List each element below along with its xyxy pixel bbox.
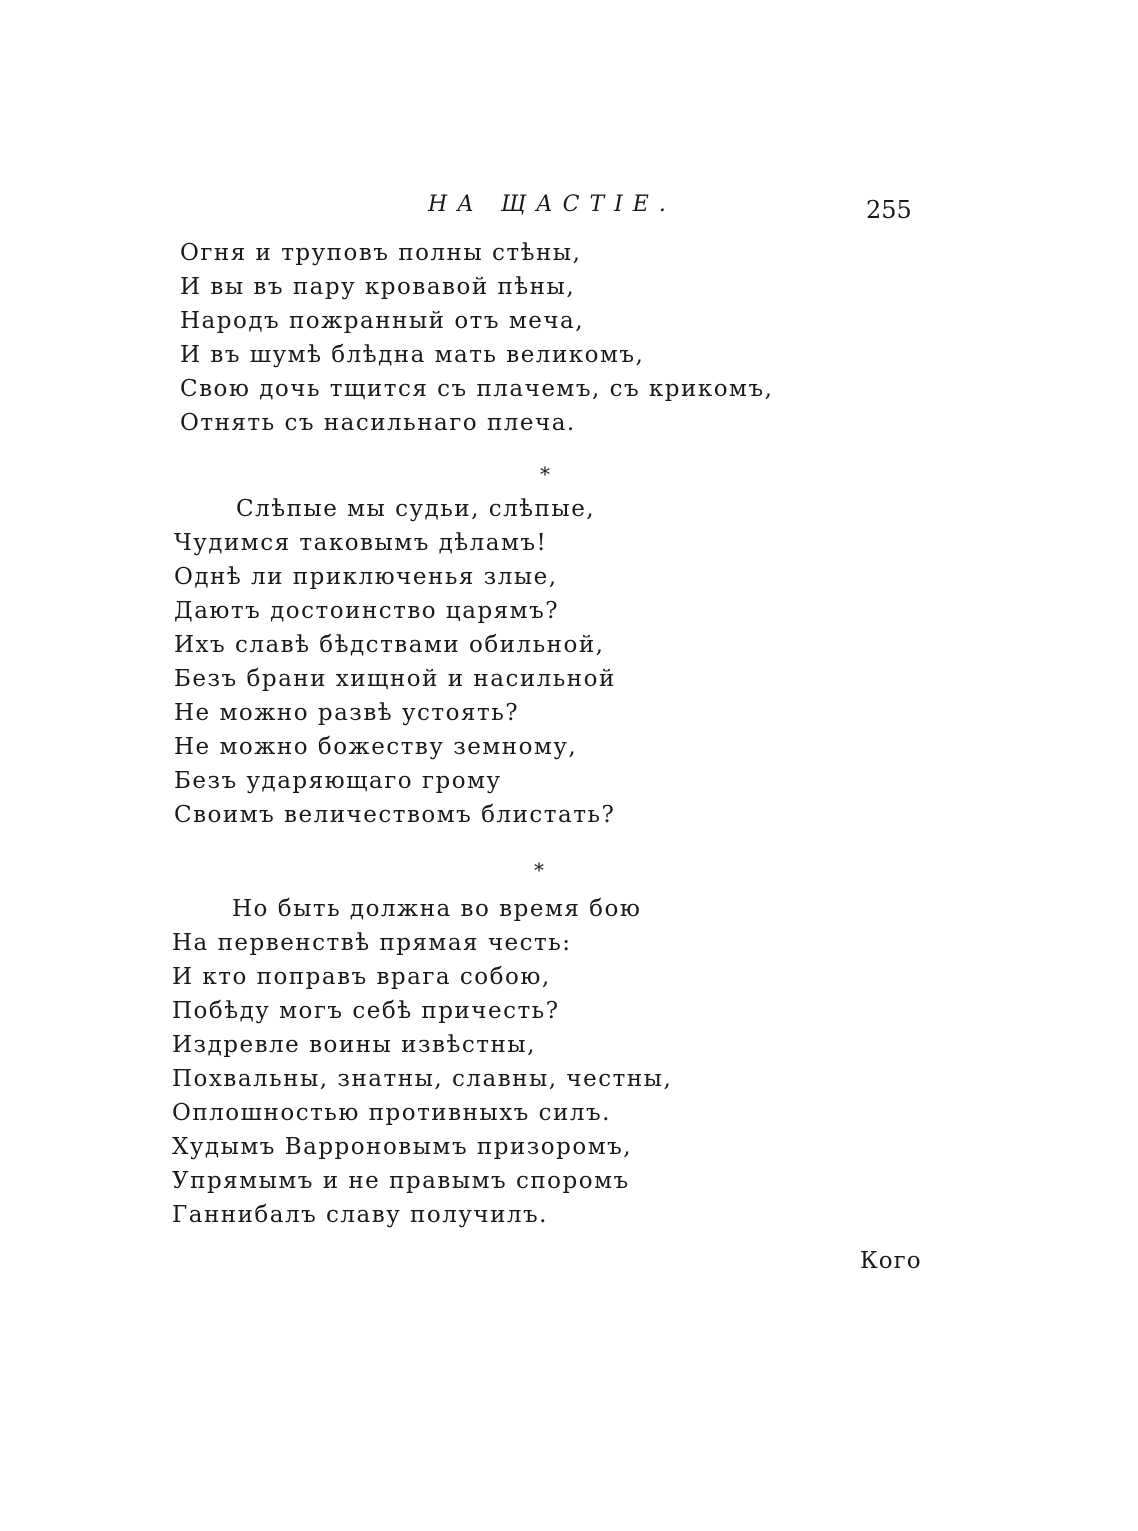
verse-line: Побѣду могъ себѣ причесть? xyxy=(172,998,560,1024)
asterism-divider: * xyxy=(540,462,550,486)
stanza-1 xyxy=(180,236,773,440)
running-head: НА ЩАСТІЕ. xyxy=(428,192,676,217)
verse-line: Однѣ ли приключенья злые, xyxy=(174,564,558,590)
verse-line: Народъ пожранный отъ меча, xyxy=(180,308,585,334)
verse-line: Худымъ Варроновымъ призоромъ, xyxy=(172,1134,633,1160)
verse-line: Чудимся таковымъ дѣламъ! xyxy=(174,530,548,556)
verse-line: Своимъ величествомъ блистать? xyxy=(174,802,616,828)
catchword: Кого xyxy=(860,1248,922,1274)
verse-line: И кто поправъ врага собою, xyxy=(172,964,551,990)
verse-line: Свою дочь тщится съ плачемъ, съ крикомъ, xyxy=(180,376,774,402)
verse-line: Не можно развѣ устоять? xyxy=(174,700,520,726)
verse-line: Издревле воины извѣстны, xyxy=(172,1032,536,1058)
verse-line: Даютъ достоинство царямъ? xyxy=(174,598,560,624)
verse-line: Упрямымъ и не правымъ споромъ xyxy=(172,1168,630,1194)
verse-line: Слѣпые мы судьи, слѣпые, xyxy=(236,496,596,522)
verse-line: Не можно божеству земному, xyxy=(174,734,578,760)
verse-line: Отнять съ насильнаго плеча. xyxy=(180,410,576,436)
verse-line: И въ шумѣ блѣдна мать великомъ, xyxy=(180,342,645,368)
verse-line: Оплошностью противныхъ силъ. xyxy=(172,1100,611,1126)
stanza-2 xyxy=(174,492,616,832)
verse-line: Безъ ударяющаго грому xyxy=(174,768,502,794)
verse-line: Безъ брани хищной и насильной xyxy=(174,666,616,692)
verse-line: Огня и труповъ полны стѣны, xyxy=(180,240,582,266)
verse-line: Ганнибалъ славу получилъ. xyxy=(172,1202,548,1228)
verse-line: Ихъ славѣ бѣдствами обильной, xyxy=(174,632,605,658)
stanza-3 xyxy=(172,892,672,1232)
page-number: 255 xyxy=(866,196,912,224)
verse-line: И вы въ пару кровавой пѣны, xyxy=(180,274,576,300)
verse-line: На первенствѣ прямая честь: xyxy=(172,930,572,956)
verse-line: Но быть должна во время бою xyxy=(232,896,642,922)
asterism-divider: * xyxy=(534,858,544,882)
verse-line: Похвальны, знатны, славны, честны, xyxy=(172,1066,673,1092)
